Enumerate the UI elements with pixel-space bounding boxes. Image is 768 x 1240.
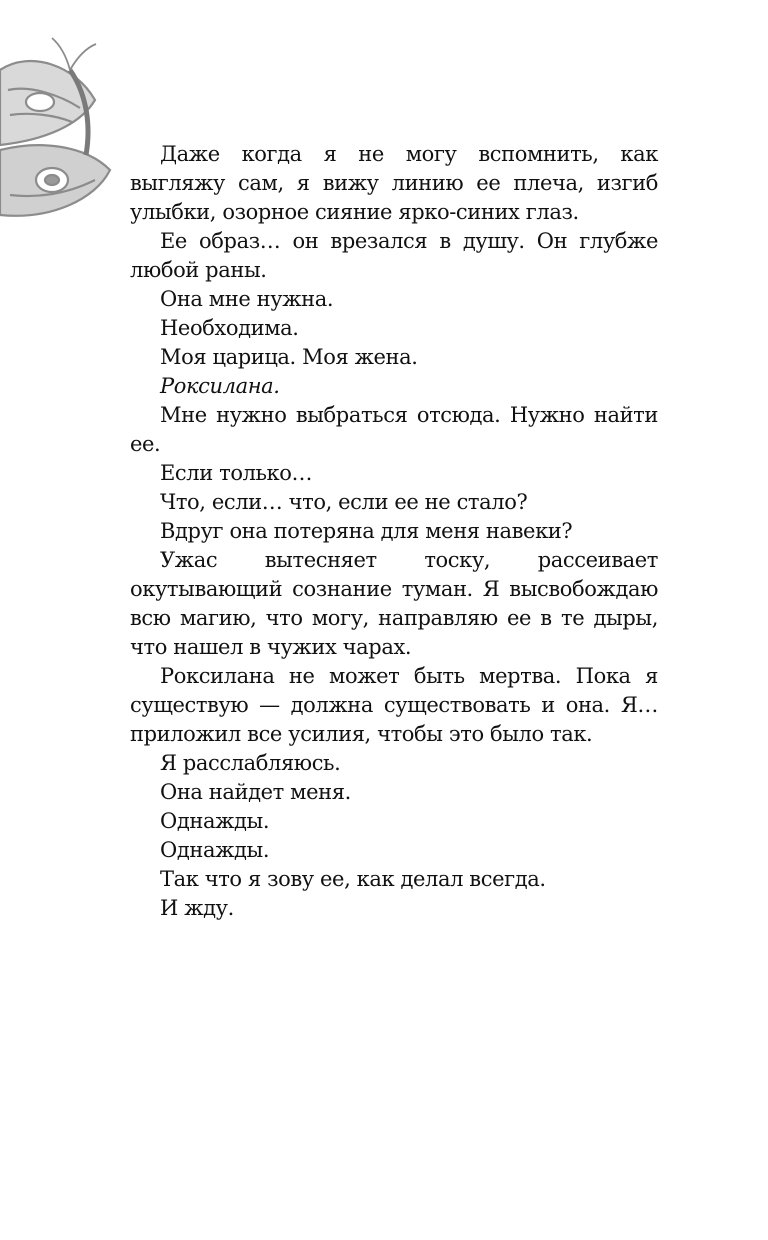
paragraph: Роксилана не может быть мертва. Пока я существую — должна существовать и она. Я… приложил все усилия, чтобы это было так. [130, 664, 658, 746]
paragraph: Вдруг она потеряна для меня навеки? [160, 519, 573, 543]
paragraph: Необходима. [160, 316, 299, 340]
moth-icon [0, 30, 130, 220]
paragraph: Мне нужно выбраться отсюда. Нужно найти ее. [130, 403, 658, 456]
paragraph: Что, если… что, если ее не стало? [160, 490, 528, 514]
paragraph: Однажды. [160, 809, 270, 833]
paragraph: Ужас вытесняет тоску, рассеивает окутывающий сознание туман. Я высвобождаю всю магию, что могу, направляю ее в те дыры, что нашел в чужих чарах. [130, 548, 658, 659]
paragraph: Однажды. [160, 838, 270, 862]
paragraph: Она мне нужна. [160, 287, 334, 311]
paragraph: Моя царица. Моя жена. [160, 345, 418, 369]
paragraph: Она найдет меня. [160, 780, 351, 804]
paragraph: Роксилана. [160, 374, 280, 398]
paragraph: Ее образ… он врезался в душу. Он глубже любой раны. [130, 229, 658, 282]
paragraph: И жду. [160, 896, 234, 920]
body-text [130, 140, 658, 923]
paragraph: Я расслабляюсь. [160, 751, 341, 775]
paragraph: Так что я зову ее, как делал всегда. [160, 867, 546, 891]
paragraph: Если только… [160, 461, 313, 485]
paragraph: Даже когда я не могу вспомнить, как выгляжу сам, я вижу линию ее плеча, изгиб улыбки, озорное сияние ярко-синих глаз. [130, 142, 658, 224]
